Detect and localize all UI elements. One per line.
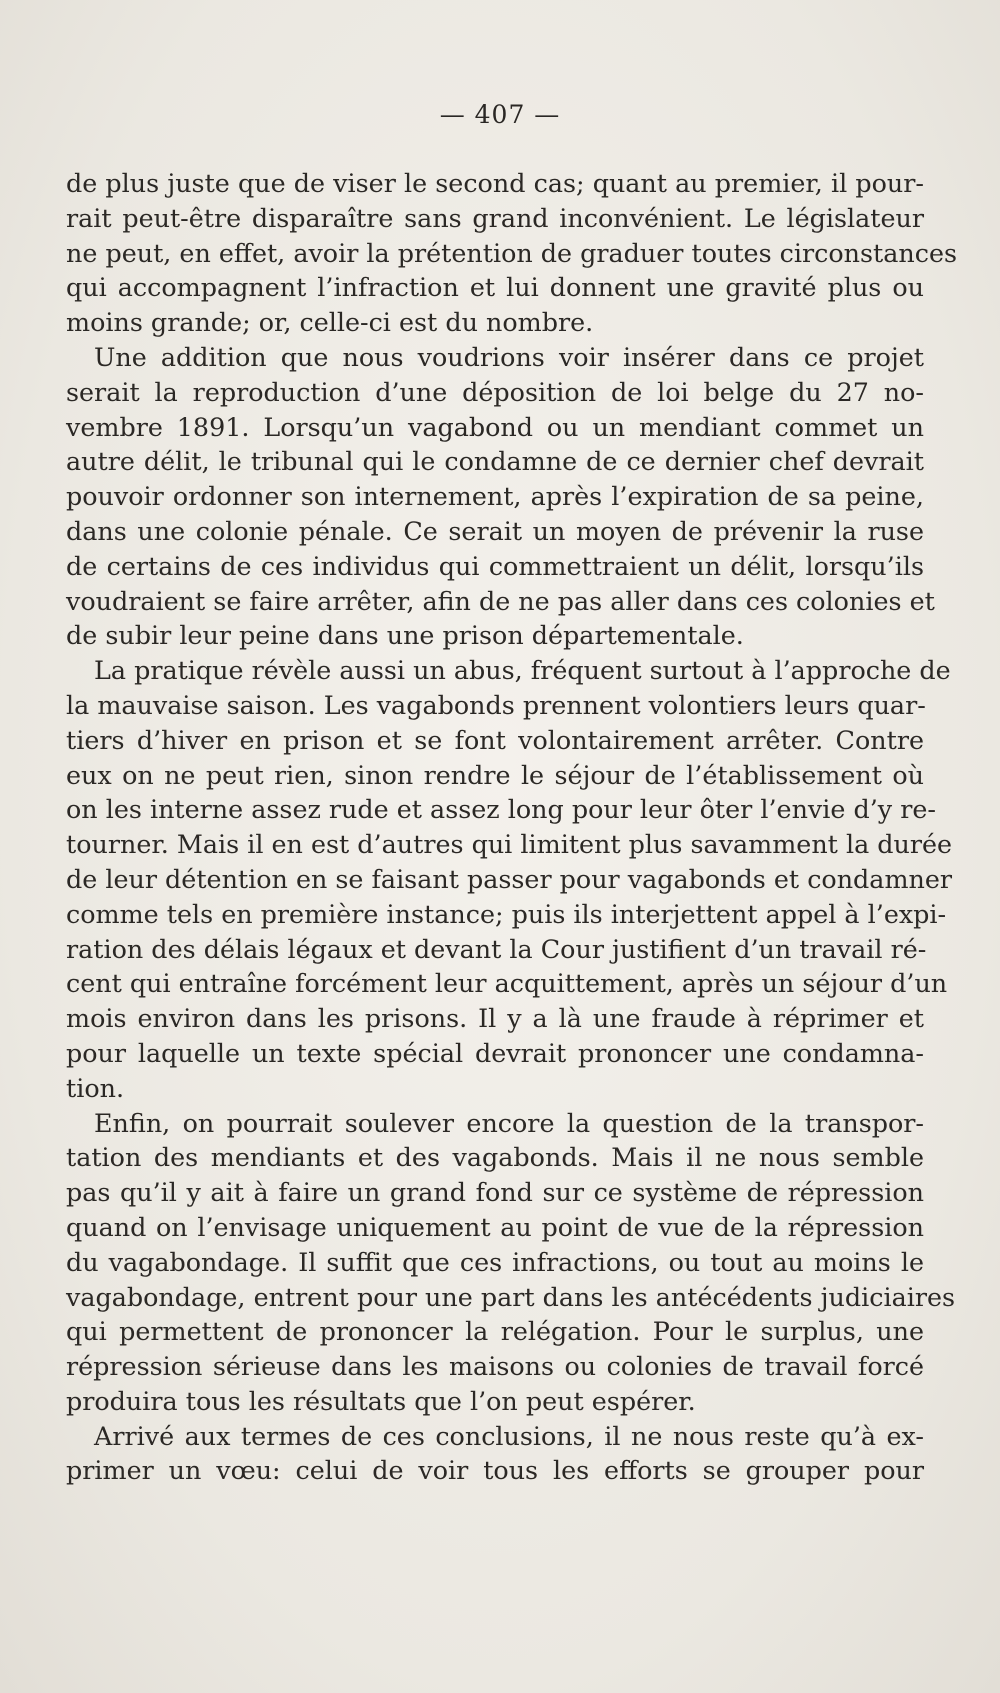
text-line: pouvoir ordonner son internement, après l’expiration de sa peine, [66,481,924,512]
text-line: de plus juste que de viser le second cas; quant au premier, il pour- [66,168,924,198]
text-line: qui permettent de prononcer la relégation. Pour le surplus, une [66,1316,924,1347]
text-line: moins grande; or, celle-ci est du nombre. [66,307,594,338]
text-line: quand on l’envisage uniquement au point de vue de la répression [66,1211,924,1242]
text-line: mois environ dans les prisons. Il y a là une fraude à réprimer et [66,1003,924,1034]
text-line: tation des mendiants et des vagabonds. Mais il ne nous semble [66,1142,924,1173]
text-line: autre délit, le tribunal qui le condamne de ce dernier chef devrait [66,446,924,477]
text-line: Une addition que nous voudrions voir insérer dans ce projet [94,341,924,372]
text-line: produira tous les résultats que l’on peut espérer. [66,1385,696,1416]
text-line: ration des délais légaux et devant la Cour justifient d’un travail ré- [66,933,927,964]
text-line: La pratique révèle aussi un abus, fréquent surtout à l’approche de [94,655,951,686]
text-line: cent qui entraîne forcément leur acquittement, après un séjour d’un [66,968,948,999]
paragraph [66,166,958,340]
text-line: vembre 1891. Lorsqu’un vagabond ou un mendiant commet un [66,411,924,442]
text-line: Arrivé aux termes de ces conclusions, il ne nous reste qu’à ex- [94,1420,924,1451]
text-line: de certains de ces individus qui commettraient un délit, lorsqu’ils [66,550,924,581]
text-line: comme tels en première instance; puis ils interjettent appel à l’expi- [66,898,947,929]
text-line: vagabondage, entrent pour une part dans les antécédents judiciaires [66,1281,956,1312]
paragraph [66,1106,956,1419]
body-text [66,166,958,1488]
text-line: la mauvaise saison. Les vagabonds prennent volontiers leurs quar- [66,689,926,720]
text-line: rait peut-être disparaître sans grand inconvénient. Le législateur [66,202,924,233]
text-line: on les interne assez rude et assez long pour leur ôter l’envie d’y re- [66,794,936,825]
text-line: pour laquelle un texte spécial devrait prononcer une condamna- [66,1037,924,1068]
text-line: de leur détention en se faisant passer pour vagabonds et condamner [66,863,953,894]
text-line: eux on ne peut rien, sinon rendre le séjour de l’établissement où [66,759,924,790]
page-number: — 407 — [439,100,561,129]
text-line: de subir leur peine dans une prison départementale. [66,620,744,651]
paragraph [66,1419,924,1489]
paragraph [66,340,935,653]
text-line: tiers d’hiver en prison et se font volontairement arrêter. Contre [66,724,924,755]
text-line: répression sérieuse dans les maisons ou colonies de travail forcé [66,1351,924,1382]
text-line: primer un vœu: celui de voir tous les efforts se grouper pour [66,1455,924,1486]
paragraph [66,653,953,1105]
text-line: voudraient se faire arrêter, afin de ne pas aller dans ces colonies et [66,585,935,616]
text-line: dans une colonie pénale. Ce serait un moyen de prévenir la ruse [66,515,924,546]
text-line: Enfin, on pourrait soulever encore la question de la transpor- [94,1107,924,1138]
text-line: tourner. Mais il en est d’autres qui limitent plus savamment la durée [66,829,953,860]
text-line: ne peut, en effet, avoir la prétention de graduer toutes circonstances [66,237,958,268]
text-line: serait la reproduction d’une déposition de loi belge du 27 no- [66,376,924,407]
text-line: qui accompagnent l’infraction et lui donnent une gravité plus ou [66,272,924,303]
text-line: du vagabondage. Il suffit que ces infractions, ou tout au moins le [66,1246,924,1277]
text-line: tion. [66,1072,125,1103]
text-line: pas qu’il y ait à faire un grand fond sur ce système de répression [66,1177,924,1208]
